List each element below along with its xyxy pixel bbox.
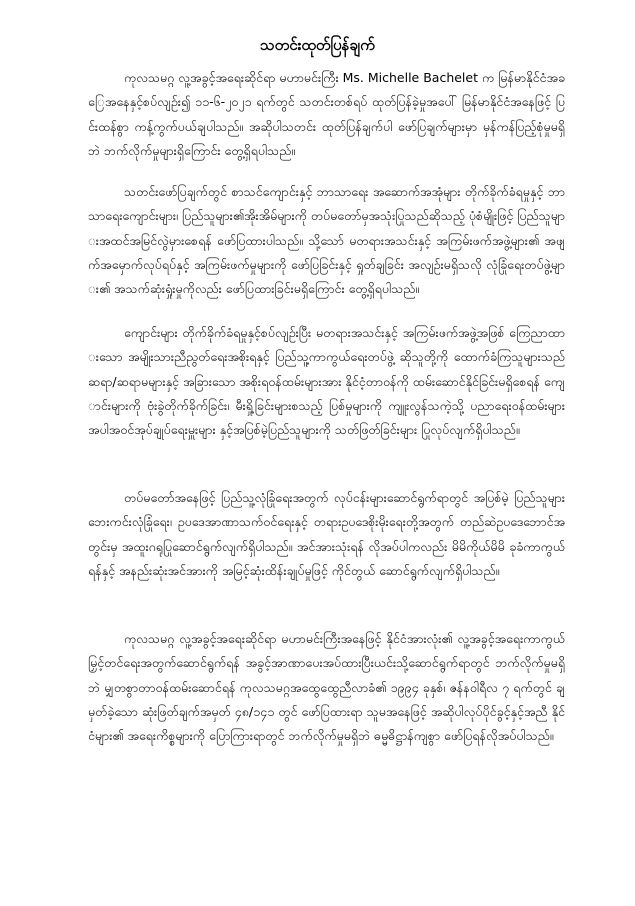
paragraph-2: သတင်းဖော်ပြချက်တွင် စာသင်ကျောင်းနှင့် ဘာသာရေး အဆောက်အအုံများ တိုက်ခိုက်ခံရမှုနှင့် ဘာသာရေးကျောင်းများ၊ ပြည်သူများ၏အိုးအိမ်များကို တပ်မတော်မှအသုံးပြုသည်ဆိုသည့် ပုံစံမျိုးဖြင့် ပြည်သူများအထင်အမြင်လွဲမှားစေရန် ဖော်ပြထားပါသည်။ သို့သော် မတရားအသင်းနှင့် အကြမ်းဖက်အဖွဲ့များ၏ အဖျက်အမှောက်လုပ်ရပ်နှင့် အကြမ်းဖက်မှုများကို ဖော်ပြခြင်းနှင့် ရှုတ်ချခြင်း အလျဉ်းမရှိသလို လုံခြုံရေးတပ်ဖွဲ့များ၏ အသက်ဆုံးရှုံးမှုကိုလည်း ဖော်ပြထားခြင်းမရှိကြောင်း တွေ့ရှိရပါသည်။ [88,184,565,297]
paragraph-4: တပ်မတော်အနေဖြင့် ပြည်သူ့လုံခြုံရေးအတွက် လုပ်ငန်းများဆောင်ရွက်ရာတွင် အပြစ်မဲ့ ပြည်သူများ ဘေးကင်းလုံခြုံရေး၊ ဥပဒေအာဏာသက်ဝင်ရေးနှင့် တရားဥပဒေစိုးမိုးရေးတို့အတွက် တည်ဆဲဥပဒေဘောင်အတွင်းမှ အထူးဂရုပြုဆောင်ရွက်လျက်ရှိပါသည်။ အင်အားသုံးရန် လိုအပ်ပါကလည်း မိမိကိုယ်မိမိ ခုခံကာကွယ်ရန်နှင့် အနည်းဆုံးအင်အားကို အမြင့်ဆုံးထိန်းချုပ်မှုဖြင့် ကိုင်တွယ် ဆောင်ရွက်လျက်ရှိပါသည်။ [88,490,565,578]
paragraph-1: ကုလသမဂ္ဂ လူ့အခွင့်အရေးဆိုင်ရာ မဟာမင်းကြီး Ms. Michelle Bachelet က မြန်မာနိုင်ငံအခြေအနေနှင့်စပ်လျဉ်း၍ ၁၁-၆-၂၀၂၁ ရက်တွင် သတင်းတစ်ရပ် ထုတ်ပြန်ခဲ့မှုအပေါ် မြန်မာနိုင်ငံအနေဖြင့် ပြင်းထန်စွာ ကန့်ကွက်ပယ်ချပါသည်။ အဆိုပါသတင်း ထုတ်ပြန်ချက်ပါ ဖော်ပြချက်များမှာ မှန်ကန်ပြည့်စုံမှုမရှိဘဲ ဘက်လိုက်မှုများရှိကြောင်း တွေ့ရှိရပါသည်။ [88,70,565,158]
paragraph-3: ကျောင်းများ တိုက်ခိုက်ခံရမှုနှင့်စပ်လျဉ်းပြီး မတရားအသင်းနှင့် အကြမ်းဖက်အဖွဲ့အဖြစ် ကြေညာထားသော အမျိုးသားညီညွတ်ရေးအစိုးရနှင့် ပြည်သူ့ကာကွယ်ရေးတပ်ဖွဲ့ ဆိုသူတို့ကို ထောက်ခံကြသူများသည် ဆရာ/ဆရာမများနှင့် အခြားသော အစိုးရဝန်ထမ်းများအား နိုင်ငံ့တာဝန်ကို ထမ်းဆောင်နိုင်ခြင်းမရှိစေရန် ကျောင်းများကို ဗုံးခွဲတိုက်ခိုက်ခြင်း၊ မီးရှို့ခြင်းများစသည့် ပြစ်မှုများကို ကျူးလွန်သကဲ့သို့ ပညာရေးဝန်ထမ်းများ အပါအဝင်အုပ်ချုပ်ရေးမှူးများ နှင့်အပြစ်မဲ့ပြည်သူများကို သတ်ဖြတ်ခြင်းများ ပြုလုပ်လျက်ရှိပါသည်။ [88,325,565,438]
paragraph-5: ကုလသမဂ္ဂ လူ့အခွင့်အရေးဆိုင်ရာ မဟာမင်းကြီးအနေဖြင့် နိုင်ငံအားလုံး၏ လူ့အခွင့်အရေးကာကွယ်မြှင့်တင်ရေးအတွက်ဆောင်ရွက်ရန် အခွင့်အာဏာပေးအပ်ထားပြီးယင်းသို့ဆောင်ရွက်ရာတွင် ဘက်လိုက်မှုမရှိဘဲ မျှတစွာတာဝန်ထမ်းဆောင်ရန် ကုလသမဂ္ဂအထွေထွေညီလာခံ၏ ၁၉၉၄ ခုနှစ်၊ ဇန်နဝါရီလ ၇ ရက်တွင် ချမှတ်ခဲ့သော ဆုံးဖြတ်ချက်အမှတ် ၄၈/၁၄၁ တွင် ဖော်ပြထားရာ သူမအနေဖြင့် အဆိုပါလုပ်ပိုင်ခွင့်နှင့်အညီ နိုင်ငံများ၏ အရေးကိစ္စများကို ပြောကြားရာတွင် ဘက်လိုက်မှုမရှိဘဲ ဓမ္မဓိဋ္ဌာန်ကျစွာ ဖော်ပြရန်လိုအပ်ပါသည်။ [88,631,565,744]
document-title: သတင်းထုတ်ပြန်ချက် [260,36,375,54]
